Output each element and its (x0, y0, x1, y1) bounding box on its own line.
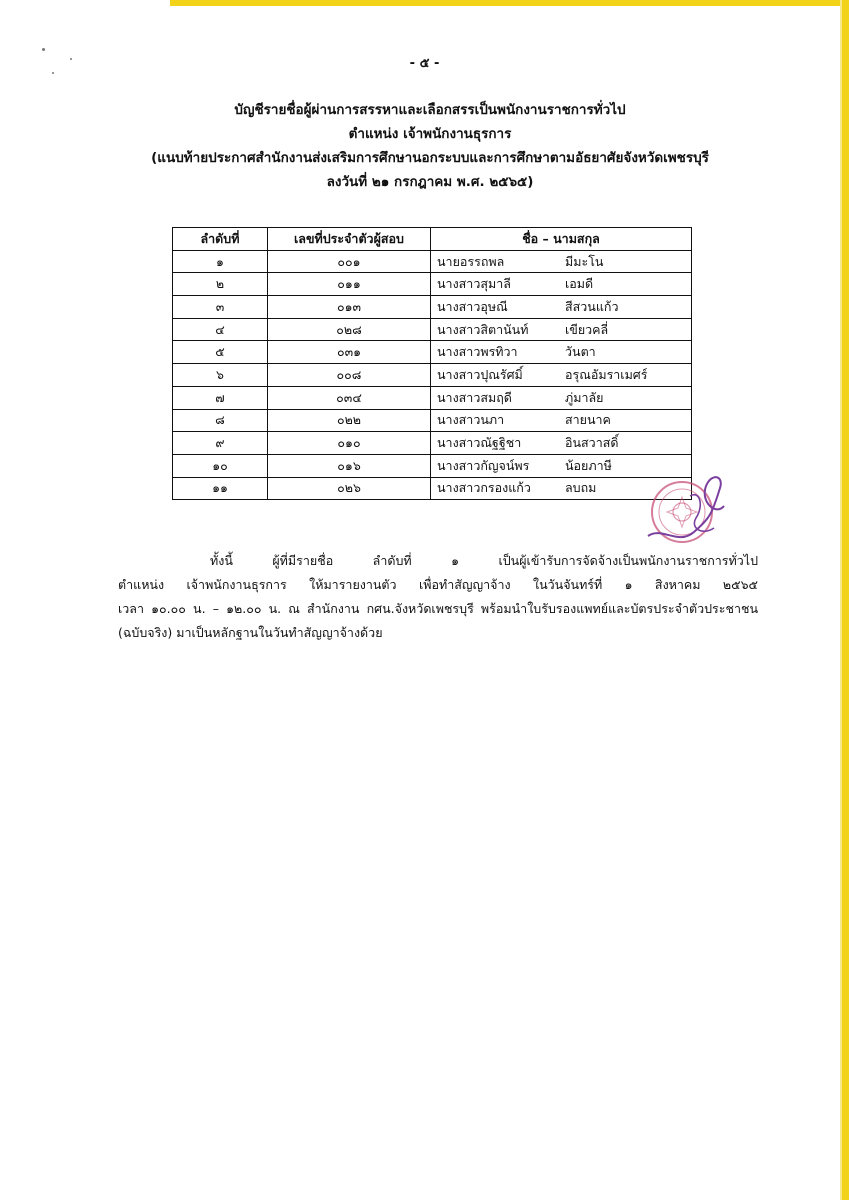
cell-order: ๔ (173, 318, 268, 341)
name-pair (437, 252, 685, 272)
header-name: ชื่อ – นามสกุล (431, 228, 692, 251)
cell-name (431, 432, 692, 455)
name-pair (437, 410, 685, 430)
last-name: วันตา (565, 344, 596, 360)
name-pair (437, 433, 685, 453)
cell-exam-number: ๐๐๑ (268, 250, 431, 273)
last-name: สายนาค (565, 412, 611, 428)
last-name: น้อยภาษี (565, 457, 612, 473)
body-line-4: (ฉบับจริง) มาเป็นหลักฐานในวันทำสัญญาจ้างด้วย (118, 625, 383, 640)
paper-edge-top (170, 0, 849, 6)
heading-line-1: บัญชีรายชื่อผู้ผ่านการสรรหาและเลือกสรรเป็นพนักงานราชการทั่วไป (234, 102, 626, 118)
cell-order: ๖ (173, 364, 268, 387)
cell-exam-number: ๐๐๘ (268, 364, 431, 387)
scan-speck (42, 48, 45, 51)
cell-exam-number: ๐๓๑ (268, 341, 431, 364)
last-name: มีมะโน (565, 253, 604, 269)
first-name: นางสาวณัฐฐิชา (437, 435, 522, 451)
cell-order: ๑๑ (173, 477, 268, 500)
cell-name (431, 364, 692, 387)
table-body (173, 250, 692, 500)
name-pair (437, 297, 685, 317)
cell-exam-number: ๐๑๓ (268, 296, 431, 319)
cell-order: ๒ (173, 273, 268, 296)
last-name: อินสวาสดิ์ (565, 435, 619, 451)
cell-order: ๓ (173, 296, 268, 319)
body-line-1: ทั้งนี้ ผู้ที่มีรายชื่อ ลำดับที่ ๑ เป็นผู้เข้ารับการจัดจ้างเป็นพนักงานราชการทั่วไป (210, 553, 758, 568)
first-name: นางสาวอุษณี (437, 298, 508, 314)
cell-name (431, 250, 692, 273)
announcement-body (118, 549, 758, 645)
document-heading (60, 98, 800, 194)
last-name: สีสวนแก้ว (565, 298, 619, 314)
table-row (173, 432, 692, 455)
cell-name (431, 386, 692, 409)
cell-name (431, 296, 692, 319)
first-name: นางสาวกรองแก้ว (437, 480, 531, 496)
name-pair (437, 342, 685, 362)
table-row (173, 318, 692, 341)
last-name: ลบถม (565, 480, 597, 496)
cell-name (431, 341, 692, 364)
body-line-2: ตำแหน่ง เจ้าพนักงานธุรการ ให้มารายงานตัว เพื่อทำสัญญาจ้าง ในวันจันทร์ที่ ๑ สิงหาคม ๒๕๖๕ (118, 577, 758, 592)
table-row (173, 386, 692, 409)
cell-name (431, 409, 692, 432)
paper-edge-right (842, 0, 849, 1200)
cell-order: ๙ (173, 432, 268, 455)
cell-order: ๑ (173, 250, 268, 273)
cell-exam-number: ๐๑๖ (268, 454, 431, 477)
cell-exam-number: ๐๒๘ (268, 318, 431, 341)
body-line-3: เวลา ๑๐.๐๐ น. – ๑๒.๐๐ น. ณ สำนักงาน กศน.จังหวัดเพชรบุรี พร้อมนำใบรับรองแพทย์และบัตรประจำตัวประชาชน (118, 601, 758, 616)
candidate-table (172, 227, 692, 500)
last-name: อรุณอัมราเมศร์ (565, 366, 648, 382)
first-name: นางสาวสิตานันท์ (437, 321, 529, 337)
header-order: ลำดับที่ (173, 228, 268, 251)
cell-order: ๕ (173, 341, 268, 364)
name-pair (437, 388, 685, 408)
cell-exam-number: ๐๓๔ (268, 386, 431, 409)
first-name: นางสาวนภา (437, 412, 505, 428)
first-name: นายอรรถพล (437, 253, 505, 269)
first-name: นางสาวพรทิวา (437, 344, 518, 360)
cell-exam-number: ๐๒๖ (268, 477, 431, 500)
header-exam-number: เลขที่ประจำตัวผู้สอบ (268, 228, 431, 251)
first-name: นางสาวกัญจน์พร (437, 457, 530, 473)
last-name: เขียวคลี่ (565, 321, 609, 337)
first-name: นางสาวปุณรัศมิ์ (437, 366, 523, 382)
name-pair (437, 274, 685, 294)
first-name: นางสาวสุมาลี (437, 276, 511, 292)
table-row (173, 409, 692, 432)
cell-order: ๗ (173, 386, 268, 409)
table-row (173, 364, 692, 387)
heading-line-4: ลงวันที่ ๒๑ กรกฎาคม พ.ศ. ๒๕๖๕) (326, 174, 534, 190)
cell-order: ๑๐ (173, 454, 268, 477)
table-row (173, 341, 692, 364)
cell-order: ๘ (173, 409, 268, 432)
cell-exam-number: ๐๑๐ (268, 432, 431, 455)
heading-line-3: (แนบท้ายประกาศสำนักงานส่งเสริมการศึกษานอกระบบและการศึกษาตามอัธยาศัยจังหวัดเพชรบุรี (151, 150, 709, 166)
table-row (173, 273, 692, 296)
heading-line-2: ตำแหน่ง เจ้าพนักงานธุรการ (348, 126, 512, 142)
cell-name (431, 273, 692, 296)
table-row (173, 477, 692, 500)
table-row (173, 250, 692, 273)
table-header-row (173, 228, 692, 251)
last-name: ภู่มาลัย (565, 389, 604, 405)
cell-exam-number: ๐๑๑ (268, 273, 431, 296)
first-name: นางสาวสมฤดี (437, 389, 512, 405)
page-number: - ๕ - (409, 56, 440, 71)
cell-name (431, 318, 692, 341)
table-row (173, 296, 692, 319)
last-name: เอมดี (565, 276, 594, 292)
name-pair (437, 365, 685, 385)
name-pair (437, 320, 685, 340)
official-seal-icon (642, 466, 726, 550)
cell-exam-number: ๐๒๒ (268, 409, 431, 432)
table-row (173, 454, 692, 477)
